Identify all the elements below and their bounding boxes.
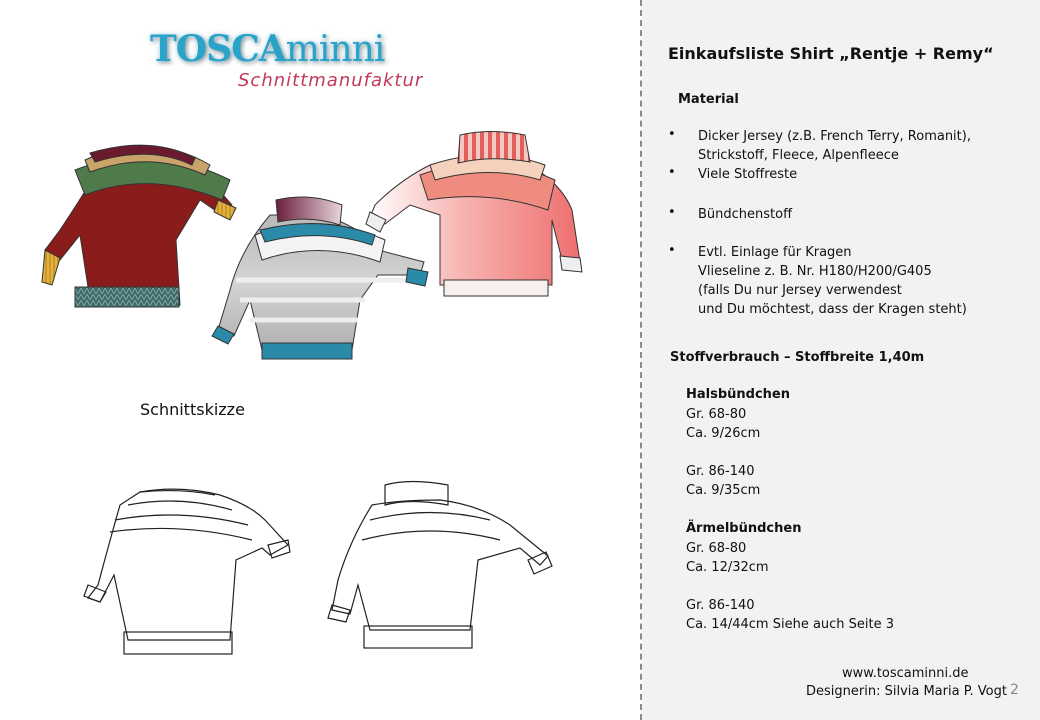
bullet-icon: • xyxy=(668,243,676,258)
sketch-sweater-rentje xyxy=(84,489,290,654)
bullet-icon: • xyxy=(668,127,676,142)
material-item: Bündchenstoff xyxy=(698,207,793,222)
page-title: Einkaufsliste Shirt „Rentje + Remy“ xyxy=(668,44,994,63)
material-item: Evtl. Einlage für Kragen Vlieseline z. B. Nr. H180/H200/G405 (falls Du nur Jersey verwendest und Du möchtest, dass der Kragen steht) xyxy=(698,245,967,317)
designer-credit: Designerin: Silvia Maria P. Vogt xyxy=(806,684,1007,699)
right-panel xyxy=(642,0,1040,720)
material-item: Viele Stoffreste xyxy=(698,167,798,182)
hals-heading: Halsbündchen xyxy=(686,387,790,402)
bullet-icon: • xyxy=(668,165,676,180)
aermel-values: Gr. 68-80 Ca. 12/32cm Gr. 86-140 Ca. 14/44cm Siehe auch Seite 3 xyxy=(686,541,895,632)
hals-values: Gr. 68-80 Ca. 9/26cm Gr. 86-140 Ca. 9/35cm xyxy=(686,407,761,498)
consumption-heading: Stoffverbrauch – Stoffbreite 1,40m xyxy=(670,350,925,365)
logo-main-text: TOSCAminni xyxy=(150,28,385,70)
sketch-title: Schnittskizze xyxy=(140,400,245,419)
aermel-heading: Ärmelbündchen xyxy=(686,521,802,536)
material-item: Dicker Jersey (z.B. French Terry, Romanit), Strickstoff, Fleece, Alpenfleece xyxy=(698,129,971,163)
page-number: 2 xyxy=(1010,682,1019,698)
sweater-grey-illustration xyxy=(212,197,428,359)
website-link[interactable]: www.toscaminni.de xyxy=(842,666,969,681)
sweater-red-illustration xyxy=(42,145,236,307)
material-heading: Material xyxy=(678,92,739,107)
sketch-sweater-remy xyxy=(328,482,552,649)
logo-subtitle: Schnittmanufaktur xyxy=(238,70,424,91)
bullet-icon: • xyxy=(668,205,676,220)
